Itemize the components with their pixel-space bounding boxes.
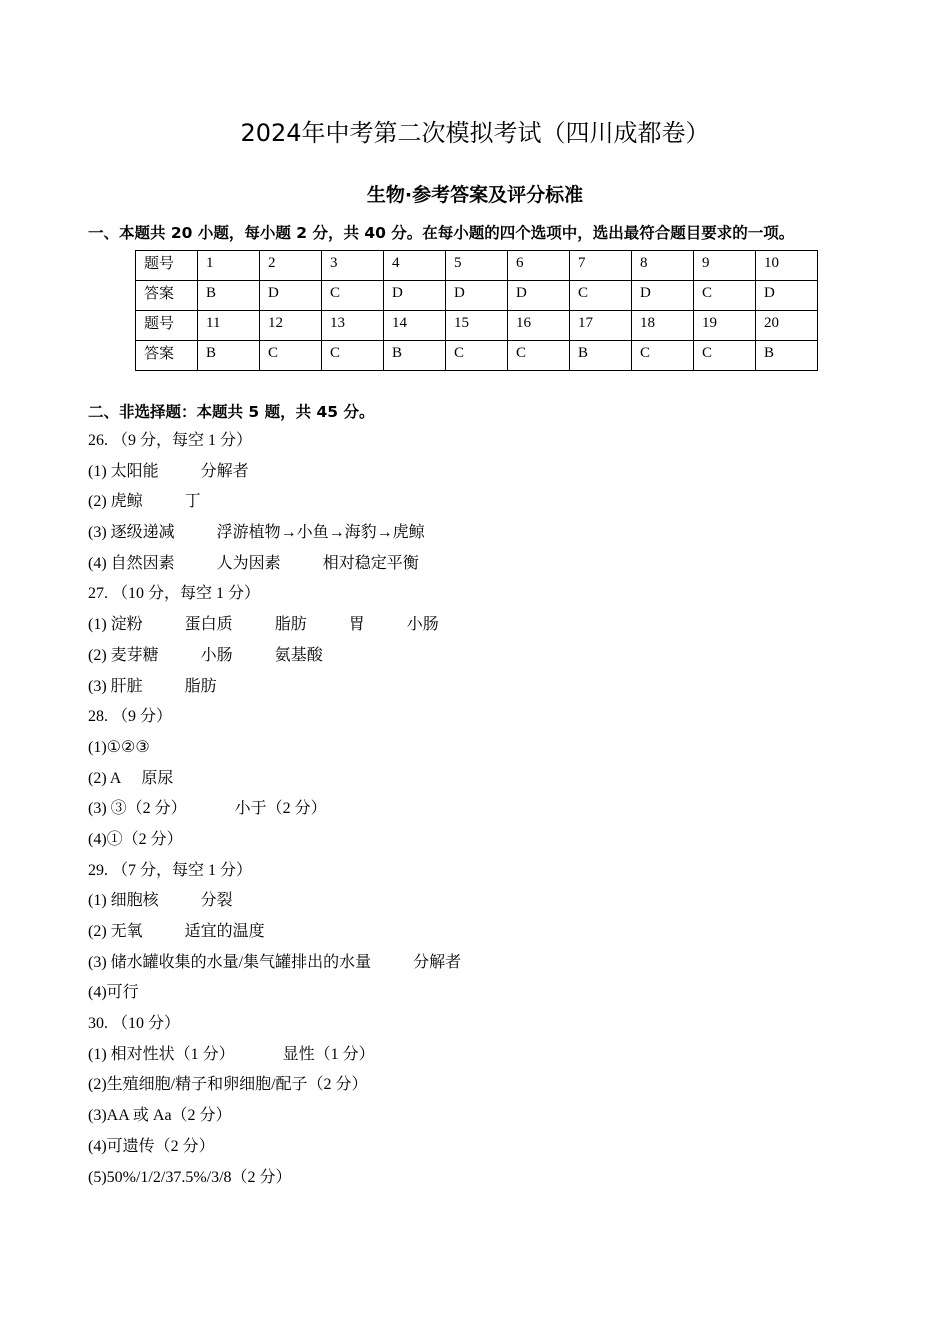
answer-cell: D xyxy=(756,281,818,311)
answer-text: (3) ③（2 分） xyxy=(88,800,187,818)
question-number-cell: 2 xyxy=(260,251,322,281)
answer-cell: D xyxy=(260,281,322,311)
answer-cell: D xyxy=(384,281,446,311)
answer-line xyxy=(88,1136,461,1167)
answer-cell: C xyxy=(694,341,756,371)
answer-text: (5)50%/1/2/37.5%/3/8（2 分） xyxy=(88,1168,292,1186)
answer-text: (1) 相对性状（1 分） xyxy=(88,1045,235,1063)
question-number-cell: 10 xyxy=(756,251,818,281)
answer-line xyxy=(88,1167,461,1198)
answer-text: 27. （10 分，每空 1 分） xyxy=(88,585,261,603)
question-number-cell: 17 xyxy=(570,311,632,341)
answer-table xyxy=(135,250,818,371)
answer-cell: C xyxy=(446,341,508,371)
answer-text: 原尿 xyxy=(141,769,174,787)
answer-text: (4) 自然因素 xyxy=(88,554,175,572)
question-number-cell: 3 xyxy=(322,251,384,281)
question-number-cell: 13 xyxy=(322,311,384,341)
answer-text: 浮游植物→小鱼→海豹→虎鲸 xyxy=(216,524,425,542)
answer-text: 脂肪 xyxy=(184,677,217,695)
answer-row xyxy=(136,281,818,311)
answer-text: 氨基酸 xyxy=(274,646,323,664)
question-number-cell: 18 xyxy=(632,311,694,341)
answer-text: 分解者 xyxy=(200,462,249,480)
answer-text: 胃 xyxy=(348,616,365,634)
answer-text: 30. （10 分） xyxy=(88,1015,181,1033)
answer-cell: C xyxy=(322,341,384,371)
answer-text: 蛋白质 xyxy=(184,616,233,634)
answer-line xyxy=(88,768,461,799)
question-number-cell: 12 xyxy=(260,311,322,341)
answer-line xyxy=(88,676,461,707)
answer-line xyxy=(88,890,461,921)
answer-text: 相对稳定平衡 xyxy=(322,554,419,572)
answer-text: (3) 储水罐收集的水量/集气罐排出的水量 xyxy=(88,953,372,971)
answer-text: 28. （9 分） xyxy=(88,708,173,726)
question-number-cell: 11 xyxy=(198,311,260,341)
answer-cell: D xyxy=(508,281,570,311)
question-number-row-label: 题号 xyxy=(136,251,198,281)
answer-line xyxy=(88,430,461,461)
answer-text: (4)可遗传（2 分） xyxy=(88,1137,215,1155)
answer-text: 26. （9 分，每空 1 分） xyxy=(88,432,253,449)
answer-row xyxy=(136,341,818,371)
answer-text: (2) 麦芽糖 xyxy=(88,646,159,664)
question-number-cell: 16 xyxy=(508,311,570,341)
question-number-cell: 1 xyxy=(198,251,260,281)
question-number-cell: 5 xyxy=(446,251,508,281)
answer-line xyxy=(88,1044,461,1075)
answer-cell: C xyxy=(694,281,756,311)
question-number-row xyxy=(136,311,818,341)
answer-cell: C xyxy=(508,341,570,371)
question-number-row-label: 题号 xyxy=(136,311,198,341)
answer-line xyxy=(88,491,461,522)
answer-text: 适宜的温度 xyxy=(184,923,265,940)
answer-text: (3) 逐级递减 xyxy=(88,524,175,542)
answer-cell: D xyxy=(446,281,508,311)
answer-text: 人为因素 xyxy=(216,554,281,572)
answer-row-label: 答案 xyxy=(136,281,198,311)
answer-line xyxy=(88,952,461,983)
question-number-cell: 9 xyxy=(694,251,756,281)
answer-line xyxy=(88,1074,461,1105)
answer-text: (1)①②③ xyxy=(88,738,150,756)
answer-line xyxy=(88,461,461,492)
question-number-cell: 6 xyxy=(508,251,570,281)
answer-text: (2)生殖细胞/精子和卵细胞/配子（2 分） xyxy=(88,1076,368,1094)
answer-text: (2) 无氧 xyxy=(88,923,143,940)
answer-text: (1) 细胞核 xyxy=(88,892,159,910)
answer-cell: C xyxy=(632,341,694,371)
answer-line xyxy=(88,614,461,645)
answer-cell: B xyxy=(570,341,632,371)
answer-line xyxy=(88,706,461,737)
answer-text: 小肠 xyxy=(200,646,233,664)
answer-cell: B xyxy=(198,281,260,311)
answer-line xyxy=(88,583,461,614)
question-number-cell: 7 xyxy=(570,251,632,281)
answer-text: (4)①（2 分） xyxy=(88,830,183,848)
answer-text: 分解者 xyxy=(413,953,462,971)
answer-text: (2) A xyxy=(88,769,122,787)
answer-text: 分裂 xyxy=(200,892,233,910)
answer-text: (3) 肝脏 xyxy=(88,677,143,695)
answer-text: 29. （7 分，每空 1 分） xyxy=(88,861,253,879)
answer-line xyxy=(88,982,461,1013)
answer-cell: C xyxy=(570,281,632,311)
answer-line xyxy=(88,798,461,829)
page-subtitle: 生物·参考答案及评分标准 xyxy=(366,184,584,206)
answer-text: 丁 xyxy=(184,493,201,511)
answer-text: 显性（1 分） xyxy=(282,1045,375,1063)
question-number-cell: 14 xyxy=(384,311,446,341)
answer-text: 小于（2 分） xyxy=(234,800,327,818)
answer-line xyxy=(88,829,461,860)
answer-text: 脂肪 xyxy=(274,616,307,634)
answer-text: (4)可行 xyxy=(88,984,139,1002)
question-number-cell: 20 xyxy=(756,311,818,341)
question-number-row xyxy=(136,251,818,281)
answer-line xyxy=(88,645,461,676)
question-number-cell: 8 xyxy=(632,251,694,281)
section-2-heading: 二、非选择题：本题共 5 题，共 45 分。 xyxy=(88,403,375,421)
question-number-cell: 15 xyxy=(446,311,508,341)
question-number-cell: 4 xyxy=(384,251,446,281)
answer-cell: B xyxy=(384,341,446,371)
answer-cell: C xyxy=(322,281,384,311)
answer-text: 小肠 xyxy=(406,616,439,634)
answer-line xyxy=(88,860,461,891)
answer-cell: B xyxy=(756,341,818,371)
answer-cell: B xyxy=(198,341,260,371)
answer-text: (1) 淀粉 xyxy=(88,616,143,634)
answer-lines xyxy=(88,430,461,1197)
answer-line xyxy=(88,1105,461,1136)
answer-line xyxy=(88,737,461,768)
answer-line xyxy=(88,921,461,952)
answer-text: (2) 虎鲸 xyxy=(88,493,143,511)
answer-row-label: 答案 xyxy=(136,341,198,371)
answer-line xyxy=(88,553,461,584)
answer-text: (3)AA 或 Aa（2 分） xyxy=(88,1107,232,1125)
answer-line xyxy=(88,522,461,553)
answer-line xyxy=(88,1013,461,1044)
answer-cell: D xyxy=(632,281,694,311)
answer-text: (1) 太阳能 xyxy=(88,462,159,480)
page-title: 2024年中考第二次模拟考试（四川成都卷） xyxy=(240,119,710,147)
section-1-heading: 一、本题共 20 小题，每小题 2 分，共 40 分。在每小题的四个选项中，选出最符合题目要求的一项。 xyxy=(88,224,795,242)
question-number-cell: 19 xyxy=(694,311,756,341)
answer-cell: C xyxy=(260,341,322,371)
